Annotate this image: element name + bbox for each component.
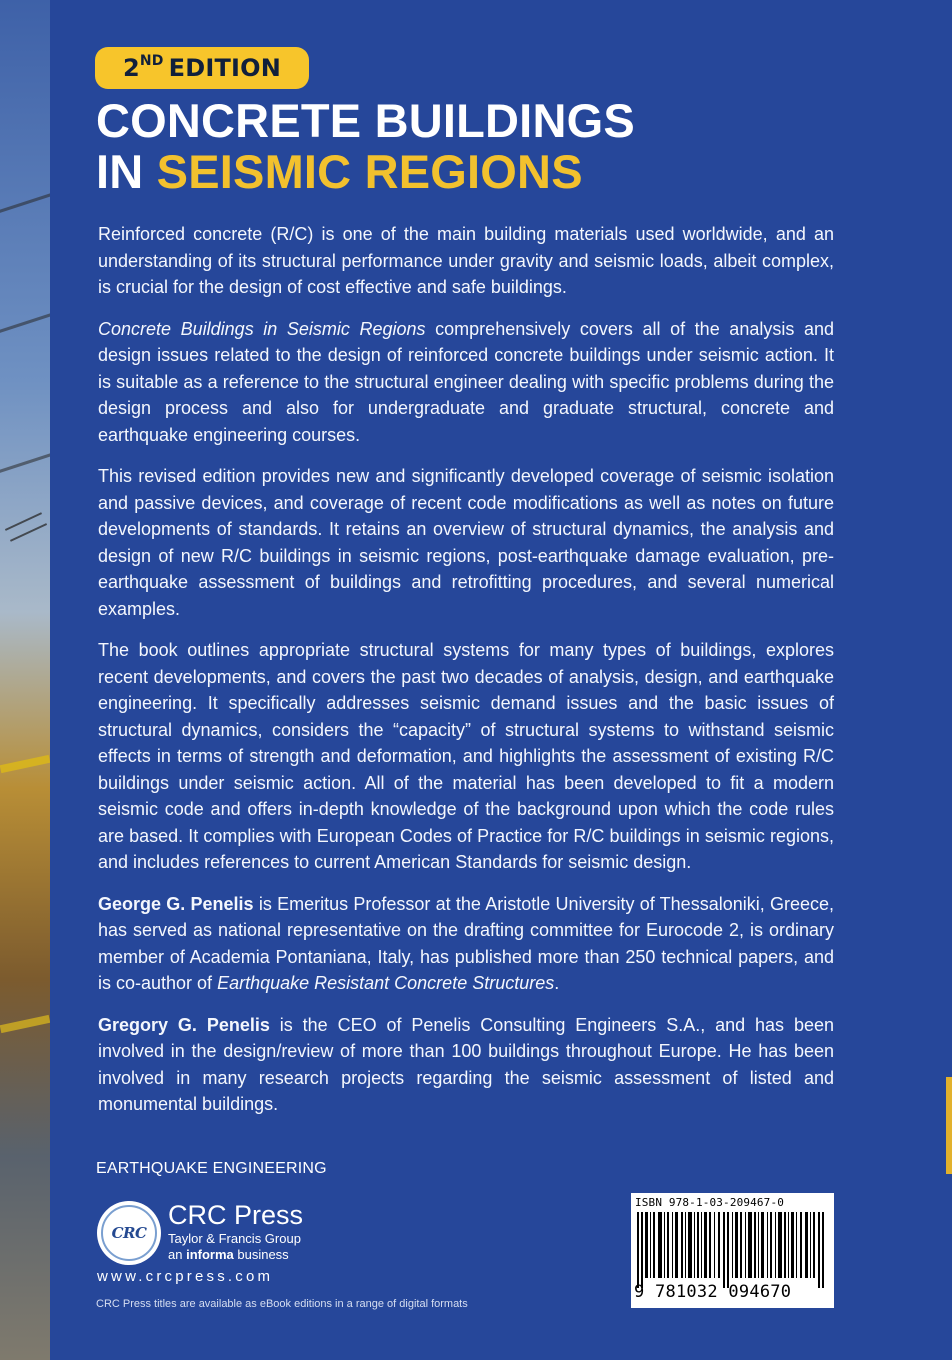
- author-1-book: Earthquake Resistant Concrete Structures: [217, 973, 555, 993]
- description-paragraph-2: [98, 316, 834, 449]
- author-1-bio: [98, 891, 834, 997]
- title-highlight: SEISMIC REGIONS: [156, 145, 583, 198]
- yellow-beam: [0, 755, 50, 773]
- business-brand: informa: [186, 1247, 234, 1262]
- publisher-group: Taylor & Francis Group: [168, 1231, 301, 1246]
- description-paragraph-1: Reinforced concrete (R/C) is one of the main building materials used worldwide, and an understanding of its structural performance under gravity and seismic loads, albeit complex, is crucial for the design of cost effective and safe buildings.: [98, 224, 834, 297]
- description-paragraph-3: This revised edition provides new and significantly developed coverage of seismic isolation and passive devices, and coverage of recent code modifications as well as notes on future developments of standards. It retains an overview of structural dynamics, the analysis and design of new R/C buildings in seismic regions, post-earthquake damage evaluation, pre-earthquake assessment of buildings and retrofitting procedures, and several numerical examples.: [98, 466, 834, 619]
- edition-label: EDITION: [168, 54, 282, 82]
- business-suffix: business: [233, 1247, 289, 1262]
- publisher-website-link[interactable]: www.crcpress.com: [97, 1268, 274, 1285]
- ebook-availability-note: CRC Press titles are available as eBook editions in a range of digital formats: [96, 1298, 468, 1310]
- title-line-2: [96, 146, 836, 197]
- author-1-period: .: [554, 973, 560, 993]
- author-2-bio: [98, 1012, 834, 1118]
- crane-beam: [0, 308, 50, 336]
- title-prefix: IN: [96, 145, 144, 198]
- subject-category: EARTHQUAKE ENGINEERING: [96, 1160, 327, 1177]
- barcode-digits: 9 781032 094670: [634, 1282, 792, 1302]
- book-description: [98, 221, 834, 1118]
- yellow-beam: [0, 1015, 50, 1033]
- author-2-bio-text: is the CEO of Penelis Consulting Engineers S.A., and has been involved in the design/review of more than 100 buildings throughout Europe. He has been involved in many research projects regarding the seismic assessment of listed and monumental buildings.: [98, 1014, 834, 1114]
- description-paragraph-2-text: comprehensively covers all of the analysis and design issues related to the design of reinforced concrete buildings under seismic action. It is suitable as a reference to the structural engineer dealing with specific problems during the design process and also for undergraduate and graduate structural, concrete and earthquake engineering courses.: [98, 318, 834, 445]
- crc-logo-mark: [101, 1205, 157, 1261]
- edition-number: 2: [122, 54, 140, 82]
- book-title-reference: Concrete Buildings in Seismic Regions: [98, 318, 426, 339]
- author-1-name: George G. Penelis: [98, 893, 254, 914]
- crane-structure: [5, 512, 47, 542]
- book-title: [96, 95, 836, 197]
- crc-logo-icon: [97, 1201, 161, 1265]
- crc-logo-text: CRC: [111, 1224, 147, 1242]
- isbn-barcode: [631, 1193, 834, 1308]
- cover-edge-photo-strip: [0, 0, 50, 1360]
- edition-badge: 2 $^{ND}$ EDITION: [95, 47, 309, 89]
- description-paragraph-4: The book outlines appropriate structural systems for many types of buildings, explores recent developments, and covers the past two decades of analysis, design, and earthquake engineering. It specifically addresses seismic demand issues and the basic issues of structural dynamics, considers the “capacity” of structural systems to withstand seismic effects in terms of strength and deformation, and highlights the assessment of existing R/C buildings under seismic action. All of the material has been developed to fit a modern seismic code and offers in-depth knowledge of the background upon which the code rules are based. It complies with European Codes of Practice for R/C buildings in seismic regions, and includes references to current American Standards for seismic design.: [98, 640, 834, 872]
- publisher-info: [168, 1200, 338, 1263]
- publisher-business: [168, 1247, 338, 1263]
- crane-beam: [0, 448, 50, 476]
- author-1-bio-text: is Emeritus Professor at the Aristotle University of Thessaloniki, Greece, has served as national representative on the drafting committee for Eurocode 2, is ordinary member of Academia Pontaniana, Italy, has published more than 250 technical papers, and is co-author of: [98, 893, 835, 993]
- business-prefix: an: [168, 1247, 187, 1262]
- isbn-label: ISBN 978-1-03-209467-0: [635, 1196, 784, 1209]
- title-line-1: CONCRETE BUILDINGS: [96, 94, 635, 147]
- author-2-name: Gregory G. Penelis: [98, 1014, 270, 1035]
- right-edge-marker: [946, 1077, 952, 1174]
- barcode-bars: [637, 1212, 828, 1288]
- crane-beam: [0, 188, 50, 216]
- publisher-name: CRC Press: [168, 1200, 304, 1230]
